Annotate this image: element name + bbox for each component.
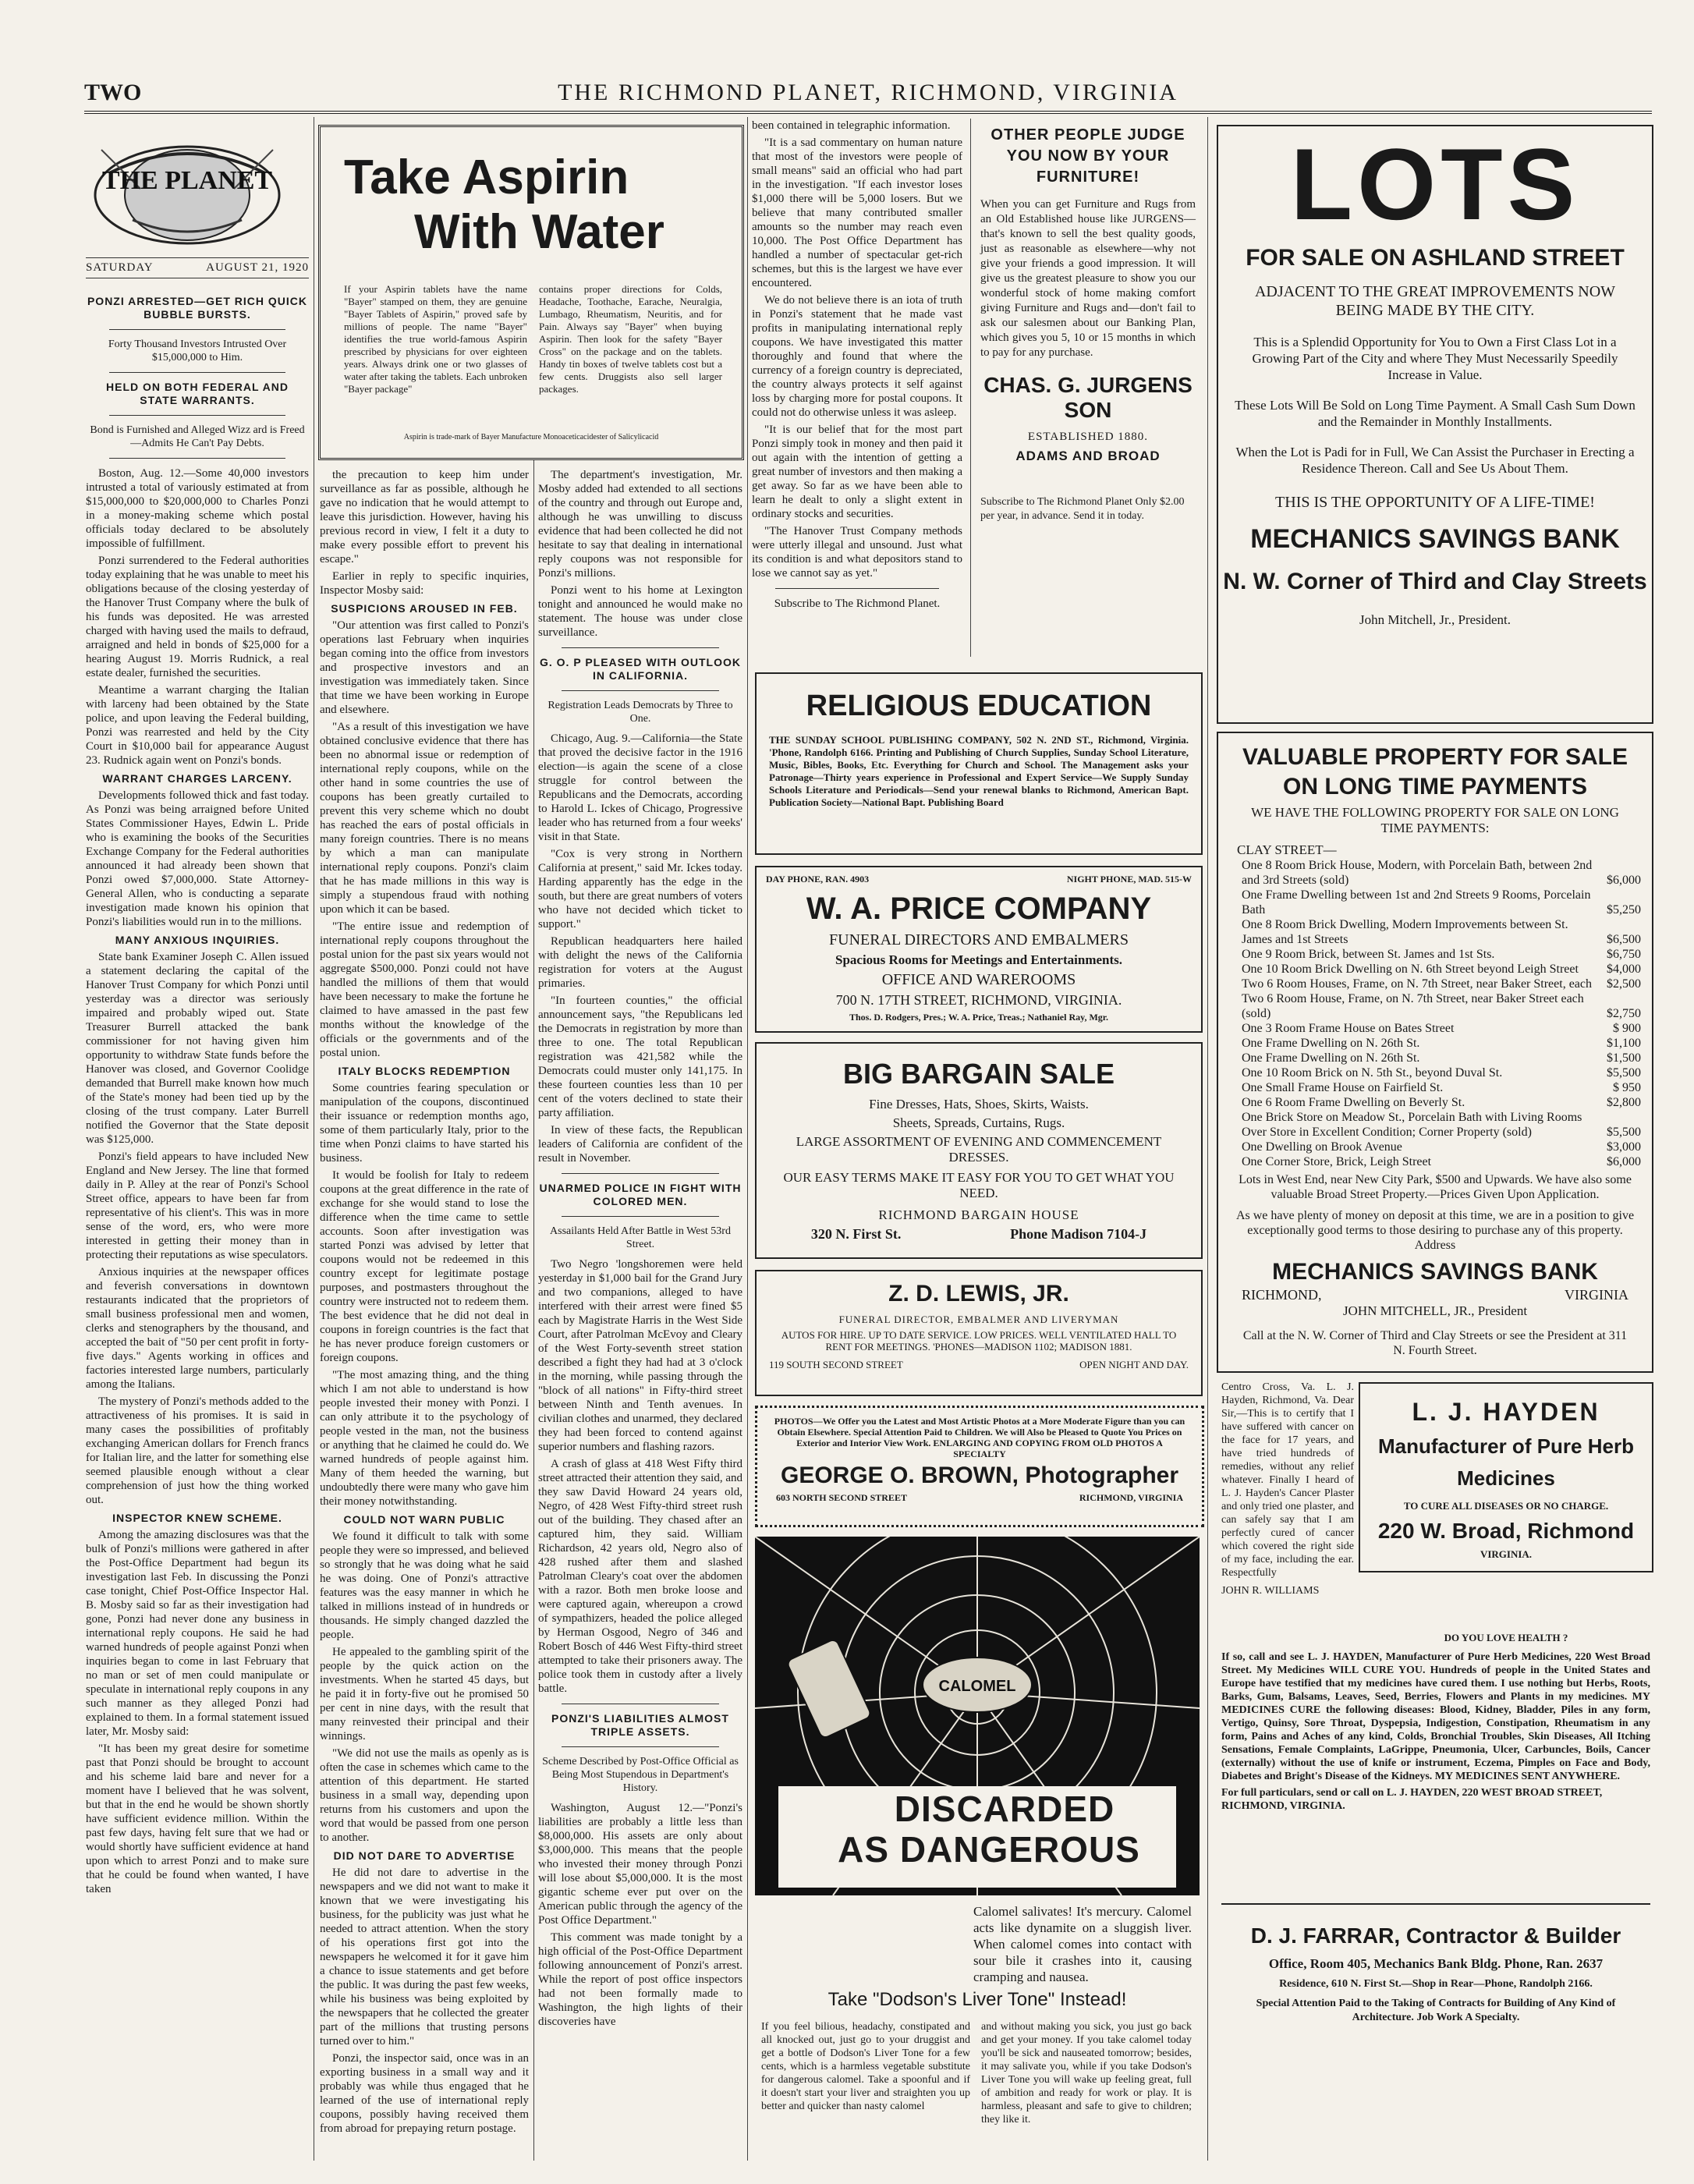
article-paragraph: Anxious inquiries at the newspaper offices and feverish conversations in downtown restaurants indicated that the proprietors of small business professional men and women, clerks and stenographers by the thousand, and accepted the bait of "50 per cent profit in forty-five days." Agents working in offices and factories interested large numbers, particularly among the Italians. (86, 1266, 309, 1391)
ponzi-subhead-2: HELD ON BOTH FEDERAL AND STATE WARRANTS. (106, 381, 289, 406)
property-more-1: Lots in West End, near New City Park, $500 and Upwards. We have also some valuable Broad Street Property.—Prices Given Upon Application. (1239, 1173, 1632, 1201)
article-paragraph: Earlier in reply to specific inquiries, Inspector Mosby said: (320, 570, 529, 597)
lewis-line-1: FUNERAL DIRECTOR, EMBALMER AND LIVERYMAN (838, 1314, 1119, 1325)
hayden-address: 220 W. Broad, Richmond (1377, 1519, 1635, 1543)
article-paragraph: Chicago, Aug. 9.—California—the State that proved the decisive factor in the 1916 election—is again the scene of a close struggle for control between the Republicans and the Democrats, according to Harold L. Ickes of Chicago, Progressive leader who has returned from a four weeks' visit in that State. (538, 732, 742, 843)
date-date: AUGUST 21, 1920 (206, 261, 309, 274)
section-heading: PONZI'S LIABILITIES ALMOST TRIPLE ASSETS. (551, 1712, 729, 1738)
property-item-description: One Frame Dwelling on N. 26th St. (1242, 1037, 1420, 1050)
property-item-description: One 9 Room Brick, between St. James and 1st Sts. (1242, 948, 1495, 961)
property-list (1242, 858, 1641, 1169)
article-paragraph: Meantime a warrant charging the Italian with larceny had been obtained by the State police, and upon leaving the Federal building, Ponzi was rearrested and held by the City Court in $10,000 bail for appearance August 23. Rudnick again went on Ponzi's bonds. (86, 684, 309, 767)
property-item (1242, 917, 1641, 947)
hayden-letter: Centro Cross, Va. L. J. Hayden, Richmond, Va. Dear Sir,—This is to certify that I have suffered with cancer on the face for 17 years, and have tried hundreds of remedies, without any relief whatever. Finally I heard of L. J. Hayden's Cancer Plaster and only tried one plaster, and can safely say that I am perfectly cured of cancer which covered the right side of my face, including the ear. Respectfully (1221, 1381, 1354, 1579)
lots-bank: MECHANICS SAVINGS BANK (1250, 524, 1620, 554)
article-paragraph: "It is our belief that for the most part Ponzi simply took in money and then paid it out again with the intention of getting a great number of investors and then making a get away. So far as we have been able to learn he dealt to only a slight extent in ordinary stocks and securities. (752, 424, 962, 520)
farrar-line-1: Office, Room 405, Mechanics Bank Bldg. Phone, Ran. 2637 (1268, 1956, 1604, 1971)
brown-name: GEORGE O. BROWN, Photographer (780, 1462, 1178, 1488)
property-item (1242, 1036, 1641, 1051)
page-number: TWO (84, 80, 142, 105)
lewis-open: OPEN NIGHT AND DAY. (1079, 1359, 1189, 1370)
property-item-description: One Brick Store on Meadow St., Porcelain Bath with Living Rooms Over Store in Excellent Condition; Corner Property (sold) (1242, 1111, 1582, 1139)
farrar-ad (1221, 1903, 1650, 2037)
brown-address: 603 NORTH SECOND STREET (776, 1492, 907, 1503)
bargain-line-3: LARGE ASSORTMENT OF EVENING AND COMMENCEMENT DRESSES. (796, 1134, 1162, 1165)
article-paragraph: Ponzi surrendered to the Federal authorities today explaining that he was unable to meet his obligations because of the closing yesterday of the Hanover Trust Company where the bulk of his funds was deposited. He was arrested charged with having used the mails to defraud, arraigned and held in bonds of $25,000 for a hearing August 19. Morris Rudnick, a real estate dealer, furnished the securities. (86, 555, 309, 679)
property-city: RICHMOND, (1242, 1287, 1322, 1303)
property-item-price: $4,000 (1607, 963, 1641, 976)
article-paragraph: "Cox is very strong in Northern California at present," said Mr. Ickes today. Harding apparently has the edge in the south, but there are great numbers of voters who have not decided which ticket to support." (538, 848, 742, 931)
jurgens-name: CHAS. G. JURGENS SON (983, 373, 1193, 422)
property-item-description: One Small Frame House on Fairfield St. (1242, 1081, 1444, 1094)
section-heading: COULD NOT WARN PUBLIC (343, 1513, 505, 1526)
property-item-price: $2,500 (1607, 977, 1641, 991)
ponzi-headline: PONZI ARRESTED—GET RICH QUICK BUBBLE BURSTS. (87, 295, 308, 321)
price-line-4: 700 N. 17TH STREET, RICHMOND, VIRGINIA. (835, 992, 1122, 1008)
hayden-letter-sign: JOHN R. WILLIAMS (1221, 1585, 1320, 1597)
brown-city: RICHMOND, VIRGINIA (1079, 1492, 1183, 1503)
article-paragraph: The department's investigation, Mr. Mosby added had extended to all sections of the country and through out Europe and, although he was unwilling to discuss evidence that had been collected he did not hesitate to say that dealing in international reply coupons was not responsible for Ponzi's millions. (538, 469, 742, 580)
farrar-name: D. J. FARRAR, Contractor & Builder (1250, 1923, 1621, 1948)
article-paragraph: He did not dare to advertise in the newspapers and we did not want to make it known that we were investigating his business, for the publicity was just what he needed to attract attention. When the story of his operations first got into the newspapers he welcomed it for it gave him a chance to issue statements and get before the public. It was during the past few weeks, while his business was being exploited by the newspapers that he collected the greater part of the millions that trusting persons turned over to him." (320, 1867, 529, 2048)
property-title-1: VALUABLE PROPERTY FOR SALE (1242, 744, 1628, 770)
price-line-2: Spacious Rooms for Meetings and Entertainments. (835, 952, 1123, 967)
property-item-price: $3,000 (1607, 1140, 1641, 1154)
hayden-name: L. J. HAYDEN (1412, 1398, 1600, 1426)
newspaper-title: THE RICHMOND PLANET, RICHMOND, VIRGINIA (558, 80, 1178, 105)
dodson-liver-tone-ad (755, 1537, 1200, 2161)
dodson-headline-2: AS DANGEROUS (838, 1829, 1140, 1870)
property-item (1242, 977, 1641, 991)
property-item-price: $ 950 (1613, 1081, 1641, 1094)
price-company-ad (755, 866, 1203, 1033)
section-heading: MANY ANXIOUS INQUIRIES. (115, 934, 280, 946)
article-paragraph: "The entire issue and redemption of international reply coupons throughout the postal union for the past six years would not aggregate $500,000. Ponzi could not have handled the millions of them that would have been necessary to make the fortune he claimed to have amassed in the past few months without the knowledge of the officials or the governments and of the postal union. (320, 920, 529, 1059)
article-paragraph: "As a result of this investigation we have obtained conclusive evidence that there has been no abnormal issue or redemption of international reply coupons, while on the other hand in some countries the use of coupons has been greatly curtailed to prevent this very scheme which no doubt has reached the ears of postal officials in many foreign countries. There is no means by which a man can manipulate international reply coupons. Ponzi's claim that he has made millions in this way is simply a stupendous fraud with nothing upon which it can be based. (320, 721, 529, 916)
article-paragraph: State bank Examiner Joseph C. Allen issued a statement declaring the capital of the Hanover Trust Company for which Ponzi until yesterday was a director was seriously impaired and probably wiped out. State Treasurer Burrell attacked the bank commissioner for not having given him opportunity to withdraw State funds before the Hanover was closed, and Governor Coolidge demanded that Burrell make known how much of the State's money had been tied up by the closing of the trust company. Later Burrell notified the Governor that the State deposit was $125,000. (86, 951, 309, 1146)
bargain-address: 320 N. First St. (810, 1226, 902, 1242)
property-item-price: $6,500 (1607, 933, 1641, 946)
property-item-price: $6,000 (1607, 1155, 1641, 1168)
hayden-love-health: DO YOU LOVE HEALTH ? (1444, 1632, 1568, 1643)
aspirin-text-right: contains proper directions for Colds, Headache, Toothache, Earache, Neuralgia, Lumbago, Rheumatism, Neuritis, and for Pain. Always say "Bayer" when buying Aspirin. Then look for the safety "Bayer Cross" on the package and on the tablets. Handy tin boxes of twelve tablets cost but a few cents. Druggists also sell larger packages. (539, 283, 722, 395)
masthead (84, 72, 1652, 114)
religious-body: THE SUNDAY SCHOOL PUBLISHING COMPANY, 502 N. 2ND ST., Richmond, Virginia. 'Phone, Randolph 6166. Printing and Publishing of Church Supplies, Sunday School Literature, Music, Bibles, Books, Etc. Everything for Church and School. The Management asks your Patronage—Thirty years experience in Professional and Expert Service—We Supply Sunday Schools Literature and Periodicals—Send your renewal blanks to Richmond, American Bapt. Publication Society—National Bapt. Publishing Board (769, 734, 1189, 808)
property-item (1242, 1110, 1641, 1140)
price-day-phone: DAY PHONE, RAN. 4903 (766, 874, 870, 885)
price-name: W. A. PRICE COMPANY (806, 892, 1152, 926)
property-item-description: One 6 Room Frame Dwelling on Beverly St. (1242, 1096, 1465, 1109)
price-line-1: FUNERAL DIRECTORS AND EMBALMERS (829, 931, 1129, 948)
property-item (1242, 1065, 1641, 1080)
dodson-calomel-text: Calomel salivates! It's mercury. Calomel acts like dynamite on a sluggish liver. When calomel comes into contact with sour bile it crashes into it, causing cramping and nausea. (973, 1904, 1192, 1984)
bargain-line-1: Fine Dresses, Hats, Shoes, Skirts, Waists. (869, 1097, 1089, 1112)
property-item-description: One 10 Room Brick on N. 5th St., beyond Duval St. (1242, 1066, 1503, 1080)
dodson-body-left: If you feel bilious, headachy, constipated and all knocked out, just go to your druggist and get a bottle of Dodson's Liver Tone for a few cents, which is a harmless vegetable substitute for dangerous calomel. Take a spoonful and if it doesn't start your liver and straighten you up better and quicker than nasty calomel (761, 2021, 970, 2112)
section-heading: SUSPICIONS AROUSED IN FEB. (331, 602, 518, 615)
dodson-body-right: and without making you sick, you just go back and get your money. If you take calomel today you'll be sick and nauseated tomorrow; besides, it may salivate you, while if you take Dodson's Liver Tone you will wake up feeling great, full of ambition and ready for work or play. It is harmless, pleasant and safe to give to children; they like it. (981, 2021, 1192, 2126)
ponzi-subhead-3: Bond is Furnished and Alleged Wizz ard is Freed—Admits He Can't Pay Debts. (90, 424, 305, 449)
section-heading: UNARMED POLICE IN FIGHT WITH COLORED MEN. (539, 1182, 742, 1207)
article-paragraph: "The most amazing thing, and the thing which I am not able to understand is how people invested their money with Ponzi. I can only attribute it to the psychology of people vested in the man, not the business or anything that he claimed he could do. We warned hundreds of people against him. Many of them heeded the warning, but undoubtedly there were many who gave him their money notwithstanding. (320, 1369, 529, 1508)
farrar-line-2: Residence, 610 N. First St.—Shop in Rear—Phone, Randolph 2166. (1279, 1978, 1593, 1990)
calomel-bottle-label: CALOMEL (938, 1678, 1016, 1695)
property-clay-street: CLAY STREET— (1237, 842, 1337, 857)
jurgens-ad (970, 119, 1205, 657)
jurgens-subscribe: Subscribe to The Richmond Planet Only $2.00 per year, in advance. Send it in today. (980, 496, 1185, 522)
bargain-phone: Phone Madison 7104-J (1010, 1226, 1147, 1242)
property-item (1242, 947, 1641, 962)
jurgens-headline-2: YOU NOW BY YOUR (1006, 147, 1170, 165)
bargain-line-4: OUR EASY TERMS MAKE IT EASY FOR YOU TO GET WHAT YOU NEED. (783, 1170, 1175, 1200)
property-item-description: Two 6 Room Houses, Frame, on N. 7th Street, near Baker Street, each (1242, 977, 1592, 991)
property-item-price: $6,750 (1607, 948, 1641, 961)
property-item-description: One 3 Room Frame House on Bates Street (1242, 1022, 1455, 1035)
hayden-ad (1359, 1382, 1653, 1572)
property-item-description: One 8 Room Brick Dwelling, Modern Improvements between St. James and 1st Streets (1242, 918, 1568, 946)
property-item-price: $ 900 (1613, 1022, 1641, 1035)
lots-ad (1217, 125, 1653, 724)
property-president: JOHN MITCHELL, JR., President (1342, 1303, 1528, 1318)
property-state: VIRGINIA (1565, 1287, 1628, 1303)
section-heading: ITALY BLOCKS REDEMPTION (338, 1065, 511, 1077)
lots-title: LOTS (1290, 127, 1580, 241)
lewis-address: 119 SOUTH SECOND STREET (769, 1359, 903, 1370)
price-line-5: Thos. D. Rodgers, Pres.; W. A. Price, Treas.; Nathaniel Ray, Mgr. (849, 1012, 1108, 1023)
article-paragraph: Ponzi, the inspector said, once was in an exporting business in a small way and it probably was while thus engaged that he learned of the use of international reply coupons, possibly having received them from abroad for prepaying return postage. (320, 2052, 529, 2135)
property-item-description: One Corner Store, Brick, Leigh Street (1242, 1155, 1432, 1168)
lots-line-4: When the Lot is Padi for in Full, We Can Assist the Purchaser in Erecting a Residence Thereon. Call and See Us About Them. (1235, 445, 1635, 476)
property-item (1242, 1051, 1641, 1065)
property-item-price: $5,250 (1607, 903, 1641, 916)
section-subhead: Assailants Held After Battle in West 53rd Street. (550, 1225, 731, 1250)
property-item (1242, 1140, 1641, 1154)
property-item-description: One 10 Room Brick Dwelling on N. 6th Street beyond Leigh Street (1242, 963, 1579, 976)
lots-subtitle: FOR SALE ON ASHLAND STREET (1246, 245, 1625, 271)
property-intro: WE HAVE THE FOLLOWING PROPERTY FOR SALE ON LONG TIME PAYMENTS: (1251, 805, 1619, 835)
article-paragraph: We do not believe there is an iota of truth in Ponzi's statement that he made vast profits in manipulating international reply coupons. We have investigated this matter thoroughly and found that where the currency of a foreign country is depreciated, the country always protects it self against loss by charging more for postal coupons. It could not do otherwise unless it was asleep. (752, 294, 962, 419)
hayden-footer: For full particulars, send or call on L. J. HAYDEN, 220 WEST BROAD STREET, RICHMOND, VIRGINIA. (1221, 1787, 1603, 1812)
property-bank: MECHANICS SAVINGS BANK (1272, 1259, 1598, 1285)
article-paragraph: Some countries fearing speculation or manipulation of the coupons, discontinued their issuance or redemption months ago, some of them particularly Italy, prior to the time when Ponzi claims to have started his business. (320, 1082, 529, 1165)
lots-line-1: ADJACENT TO THE GREAT IMPROVEMENTS NOW BEING MADE BY THE CITY. (1254, 283, 1616, 319)
article-paragraph: "The Hanover Trust Company methods were utterly illegal and unsound. Just what its condition is and what depositors stand to lose we cannot say as yet." (752, 525, 962, 580)
property-title-2: ON LONG TIME PAYMENTS (1282, 774, 1588, 800)
religious-title: RELIGIOUS EDUCATION (806, 690, 1152, 722)
jurgens-headline-3: FURNITURE! (1036, 168, 1140, 186)
section-subhead: Registration Leads Democrats by Three to One. (548, 700, 733, 725)
property-item (1242, 1154, 1641, 1169)
svg-text:THE PLANET: THE PLANET (101, 166, 273, 195)
column-1 (86, 290, 309, 2162)
article-paragraph: Ponzi went to his home at Lexington tonight and announced he would make no statement. The house was under close surveillance. (538, 584, 742, 639)
article-paragraph: the precaution to keep him under surveillance as far as possible, although he gave no indication that he would attempt to leave this jurisdiction. However, having his previous record in view, I felt it a duty to make every possible effort to prevent his escape." (320, 469, 529, 566)
lewis-line-2: AUTOS FOR HIRE. UP TO DATE SERVICE. LOW PRICES. WELL VENTILATED HALL TO RENT FOR MEETINGS. 'PHONES—MADISON 1102; MADISON 1881. (781, 1329, 1177, 1353)
article-paragraph: "Our attention was first called to Ponzi's operations last February when inquiries began coming into the office from investors and prospective investors and an investigation was immediately taken. Since that time we have been working in Europe and elsewhere. (320, 619, 529, 716)
property-item (1242, 1080, 1641, 1095)
aspirin-ad (318, 125, 744, 460)
article-paragraph: Washington, August 12.—"Ponzi's liabilities are probably a little less than $8,000,000. His assets are only about $3,000,000. This means that the people who invested their money through Ponzi will lose about $5,000,000. It is the most gigantic scheme ever put over on the American public through the agency of the Post Office Department." (538, 1802, 742, 1927)
hayden-virginia: VIRGINIA. (1480, 1548, 1533, 1560)
section-subhead: Scheme Described by Post-Office Official as Being Most Stupendous in Department's History. (542, 1756, 739, 1794)
article-paragraph: He appealed to the gambling spirit of the people by the quick action on the investments. When he started 45 days, but he paid it in forty-five out he promised 50 per cent in nine days, with the result that many reinvested their principal and their winnings. (320, 1646, 529, 1743)
property-item-price: $5,500 (1607, 1066, 1641, 1080)
price-night-phone: NIGHT PHONE, MAD. 515-W (1066, 874, 1192, 885)
bargain-house: RICHMOND BARGAIN HOUSE (878, 1207, 1079, 1222)
dateline (86, 257, 309, 278)
property-item-price: $6,000 (1607, 874, 1641, 887)
aspirin-trademark: Aspirin is trade-mark of Bayer Manufacture Monoaceticacidester of Salicylicacid (403, 433, 659, 441)
property-item (1242, 858, 1641, 888)
article-paragraph: It would be foolish for Italy to redeem coupons at the great difference in the rate of exchange for she would stand to lose the difference when the time came to settle accounts. Soon after investigation was started Ponzi was advised by letter that coupons would not be redeemed in this country except for legitimate postage purposes, and postmasters throughout the country were instructed not to redeem them. The best evidence that he did not deal in coupons in foreign countries is the fact that he has never produce foreign customers or foreign coupons. (320, 1169, 529, 1364)
column-4 (752, 119, 962, 665)
lots-corner: N. W. Corner of Third and Clay Streets (1223, 569, 1647, 594)
column-3 (538, 468, 742, 2161)
jurgens-address: ADAMS AND BROAD (1015, 448, 1161, 463)
aspirin-title-2: With Water (414, 205, 664, 259)
property-ad (1217, 732, 1653, 1373)
property-item-price: $1,100 (1607, 1037, 1641, 1050)
aspirin-text-left: If your Aspirin tablets have the name "Bayer" stamped on them, they are genuine "Bayer Tablets of Aspirin," proved safe by millions of people. The name "Bayer" identifies the true world-famous Aspirin prescribed by physicians for over eighteen years. Always drink one or two glasses of water after taking the tablets. Each unbroken "Bayer package" (344, 283, 527, 395)
hayden-details (1221, 1632, 1650, 1905)
article-paragraph: "We did not use the mails as openly as is often the case in schemes which came to the attention of this department. He started business in a small way, depending upon returns from his customers and upon the word that would be passed from one person to another. (320, 1747, 529, 1844)
farrar-line-3: Special Attention Paid to the Taking of Contracts for Building of Any Kind of Architecture. Job Work A Specialty. (1256, 1998, 1616, 2023)
section-heading: WARRANT CHARGES LARCENY. (102, 772, 292, 785)
article-paragraph: This comment was made tonight by a high official of the Post-Office Department following announcement of Ponzi's arrest. While the report of post office inspectors had not been formally made to Washington, the high lights of their discoveries have (538, 1931, 742, 2028)
dodson-take-line: Take "Dodson's Liver Tone" Instead! (828, 1989, 1127, 2010)
article-paragraph: A crash of glass at 418 West Fifty third street attracted their attention they said, and they saw David Howard 24 years old, Negro, of 428 West Fifty-third street rush out of the building. They chased after an captured him, they said. William Richardson, 42 years old, Negro also of 428 rushed after them and slashed Patrolman Cleary's coat over the abdomen with a razor. Both men broke loose and were captured again, whereupon a crowd of sympathizers, headed the police alleged by Herman Osgood, Negro of 346 and Robert Bosch of 446 West Fifty-third street attempted to take their prisoners away. The police took them in custody after a lively battle. (538, 1458, 742, 1695)
jurgens-established: ESTABLISHED 1880. (1027, 431, 1149, 443)
property-item-description: One Frame Dwelling between 1st and 2nd Streets 9 Rooms, Porcelain Bath (1242, 888, 1591, 916)
lots-line-3: These Lots Will Be Sold on Long Time Payment. A Small Cash Sum Down and the Remainder in Monthly Installments. (1235, 398, 1636, 429)
article-paragraph: "It is a sad commentary on human nature that most of the investors were people of small means" said an official who had part in the investigation. "If each investor loses $1,000 there will be 5,000 losers. But we believe that many contributed smaller amounts so the number may reach even 10,000. The Post Office Department has handled a number of spectacular get-rich schemes, but this is the largest we have ever encountered. (752, 136, 962, 289)
property-item-description: Two 6 Room House, Frame, on N. 7th Street, near Baker Street each (sold) (1242, 992, 1584, 1020)
article-paragraph: Ponzi's field appears to have included New England and New Jersey. The line that formed daily in P. Alley at the rear of Ponzi's School Street office, appears to have been far from representative of his client's. This was in more sense of the word, ers, who were more interested in getting their money than in protecting their reputations as wise speculators. (86, 1150, 309, 1261)
property-item (1242, 1021, 1641, 1036)
section-heading: G. O. P PLEASED WITH OUTLOOK IN CALIFORNIA. (540, 656, 741, 682)
ponzi-subhead-1: Forty Thousand Investors Intrusted Over $15,000,000 to Him. (108, 339, 287, 363)
article-paragraph: Developments followed thick and fast today. As Ponzi was being arraigned before United States Commissioner Hayes, Edwin L. Pride who is examining the books of the Securities Exchange Company for the Federal authorities announced it had already been shown that Ponzi owed $7,000,000. State Attorney-General Allen, who is conducting a separate investigation made known his opinion that Ponzi's liabilities would run in to the millions. (86, 789, 309, 928)
price-line-3: OFFICE AND WAREROOMS (881, 971, 1076, 988)
lots-line-2: This is a Splendid Opportunity for You to Own a First Class Lot in a Growing Part of the City and where They Must Necessarily Speedily Increase in Value. (1252, 335, 1618, 382)
bargain-title: BIG BARGAIN SALE (842, 1058, 1115, 1090)
property-item-description: One Dwelling on Brook Avenue (1242, 1140, 1402, 1154)
property-more-2: As we have plenty of money on deposit at this time, we are in a position to give exceptionally good terms to those desiring to purchase any of this property. Address (1235, 1209, 1635, 1252)
bargain-sale-ad (755, 1042, 1203, 1259)
lots-president: John Mitchell, Jr., President. (1359, 612, 1511, 627)
property-item-price: $1,500 (1607, 1051, 1641, 1065)
property-item-description: One 8 Room Brick House, Modern, with Porcelain Bath, between 2nd and 3rd Streets (sold) (1242, 859, 1593, 887)
date-day: SATURDAY (86, 261, 154, 274)
lewis-name: Z. D. LEWIS, JR. (888, 1281, 1069, 1306)
section-heading: DID NOT DARE TO ADVERTISE (333, 1849, 516, 1862)
dodson-headline-1: DISCARDED (894, 1789, 1115, 1829)
jurgens-headline-1: OTHER PEOPLE JUDGE (991, 126, 1185, 144)
hayden-title-1: Manufacturer of Pure Herb (1378, 1434, 1634, 1458)
article-paragraph: "In fourteen counties," the official announcement says, "the Republicans led the Democrats in registration by more than three to one. The total Republican registration was 421,582 while the Democrats could muster only 141,175. In these fourteen counties less than 10 per cent of the voters declined to state their party affiliation. (538, 994, 742, 1119)
lewis-ad (755, 1270, 1203, 1396)
hayden-cure: TO CURE ALL DISEASES OR NO CHARGE. (1403, 1500, 1609, 1512)
hayden-body: If so, call and see L. J. HAYDEN, Manufacturer of Pure Herb Medicines, 220 West Broad Street. My Medicines WILL CURE YOU. Hundreds of people in the United States and Europe have testified that my medicines have cured them. I use nothing but Herbs, Roots, Barks, Gum, Balsams, Leaves, Seed, Berries, Flowers and Plants in my medicines. MY MEDICINES CURE the following diseases: Blood, Kidney, Bladder, Piles in any form, Vertigo, Quinsy, Sore Throat, Dyspepsia, Indigestion, Constipation, Rheumatism in any form, Pains and Aches of any kind, Colds, Bronchial Troubles, Skin Diseases, All Itching Sensations, Female Complaints, LaGrippe, Pneumonia, Ulcer, Carbuncles, Boils, Cancer (externally) without the use of knife or instrument, Eczema, Pimples on Face and Body, Diabetes and Bright's Disease of the Kidneys. MY MEDICINES SENT ANYWHERE. (1221, 1651, 1650, 1782)
property-item-price: $2,800 (1607, 1096, 1641, 1109)
property-item-price: $2,750 (1607, 1007, 1641, 1020)
aspirin-title-1: Take Aspirin (344, 151, 629, 204)
lots-line-5: THIS IS THE OPPORTUNITY OF A LIFE-TIME! (1275, 494, 1595, 511)
article-paragraph: Republican headquarters here hailed with delight the news of the California registration for voters at the August primaries. (538, 935, 742, 990)
property-call: Call at the N. W. Corner of Third and Clay Streets or see the President at 311 N. Fourth Street. (1242, 1329, 1628, 1357)
article-paragraph: Among the amazing disclosures was that the bulk of Ponzi's millions were gathered in after the Post-Office Department had begun its investigation last Feb. In discussing the Ponzi case tonight, Chief Post-Office Inspector Hal. B. Mosby said so far as their investigation had gone, Ponzi had never done any business in international reply coupons. He said he had warned hundreds of people against Ponzi when inquiries began to come in last February that no man or set of men could manipulate or speculate in international reply coupons in any such manner as they alleged Ponzi had explained to them. In a formal statement issued later, Mr. Mosby said: (86, 1529, 309, 1738)
hayden-title-2: Medicines (1457, 1466, 1555, 1490)
article-paragraph: We found it difficult to talk with some people they were so impressed, and believed so strongly that he was doing what he said he was doing. One of Ponzi's attractive features was the easy manner in which he talked in millions instead of in hundreds or thousands. He simply changed dazzled the people. (320, 1530, 529, 1641)
article-paragraph: Boston, Aug. 12.—Some 40,000 investors intrusted a total of variously estimated at from $15,000,000 to $20,000,000 to Charles Ponzi in a money-making scheme which postal officials today declared to be absolutely impossible of fulfillment. (86, 467, 309, 550)
bargain-line-2: Sheets, Spreads, Curtains, Rugs. (892, 1115, 1065, 1130)
section-heading: INSPECTOR KNEW SCHEME. (112, 1512, 282, 1524)
property-item-description: One Frame Dwelling on N. 26th St. (1242, 1051, 1420, 1065)
subscribe-note: Subscribe to The Richmond Planet. (774, 597, 941, 610)
article-paragraph: "It has been my great desire for sometime past that Ponzi should be brought to account and his scheme laid bare and never for a moment have I believed that he was solvent, but that in the end he would be shown shortly have sufficient evidence million. Within the past few days, having felt sure that we had or would shortly have sufficient evidence at hand upon which to arrest Ponzi and to make sure that he could be found when wanted, I have taken (86, 1743, 309, 1895)
article-paragraph: In view of these facts, the Republican leaders of California are confident of the result in November. (538, 1124, 742, 1165)
article-paragraph: been contained in telegraphic information. (752, 119, 951, 132)
religious-education-ad (755, 672, 1203, 855)
property-item (1242, 1095, 1641, 1110)
property-item (1242, 962, 1641, 977)
property-item (1242, 991, 1641, 1021)
article-paragraph: Two Negro 'longshoremen were held yesterday in $1,000 bail for the Grand Jury and two companions, alleged to have interfered with their arrest were fined $5 each by Magistrate Harris in the West Side Court, after Patrolman McEvoy and Cleary of the West Forty-seventh street station described a fight they had had at 3 o'clock in the morning, while passing through the "block of all nations" in Fifty-third street between Ninth and Tenth avenues. In civilian clothes and unarmed, they declared they had been forced to contend against superior numbers and flashing razors. (538, 1258, 742, 1453)
article-paragraph: The mystery of Ponzi's methods added to the attractiveness of his promises. It is said in many cases the possibilities of profitably exchanging American dollars for French francs for Italian lire, and the latter for something else seemed plausible enough without a clear comprehension of just how the thing worked out. (86, 1395, 309, 1506)
property-item (1242, 888, 1641, 917)
column-2 (320, 468, 529, 2161)
jurgens-body: When you can get Furniture and Rugs from an Old Established house like JURGENS—that's known to sell the best quality goods, just as reasonable as elsewhere—why not give your friends a good impression. It will give us the greatest pleasure to show you our wonderful stock of home making comfort giving Furniture and Rugs and—don't fail to ask our salesmen about our Banking Plan, which gives you 5, 10 or 15 months in which to pay for any purchase. (980, 198, 1196, 359)
planet-logo (86, 126, 289, 251)
brown-photographer-ad (755, 1406, 1204, 1527)
brown-body: PHOTOS—We Offer you the Latest and Most Artistic Photos at a More Moderate Figure than you can Obtain Elsewhere. Special Attention Paid to Children. We will Also be Pleased to Quote You Prices on Exterior and Interior View Work. ENLARGING AND COPYING FROM OLD PHOTOS A SPECIALTY (774, 1416, 1185, 1459)
property-item-price: $5,500 (1607, 1126, 1641, 1139)
hayden-testimonial (1221, 1381, 1354, 1630)
